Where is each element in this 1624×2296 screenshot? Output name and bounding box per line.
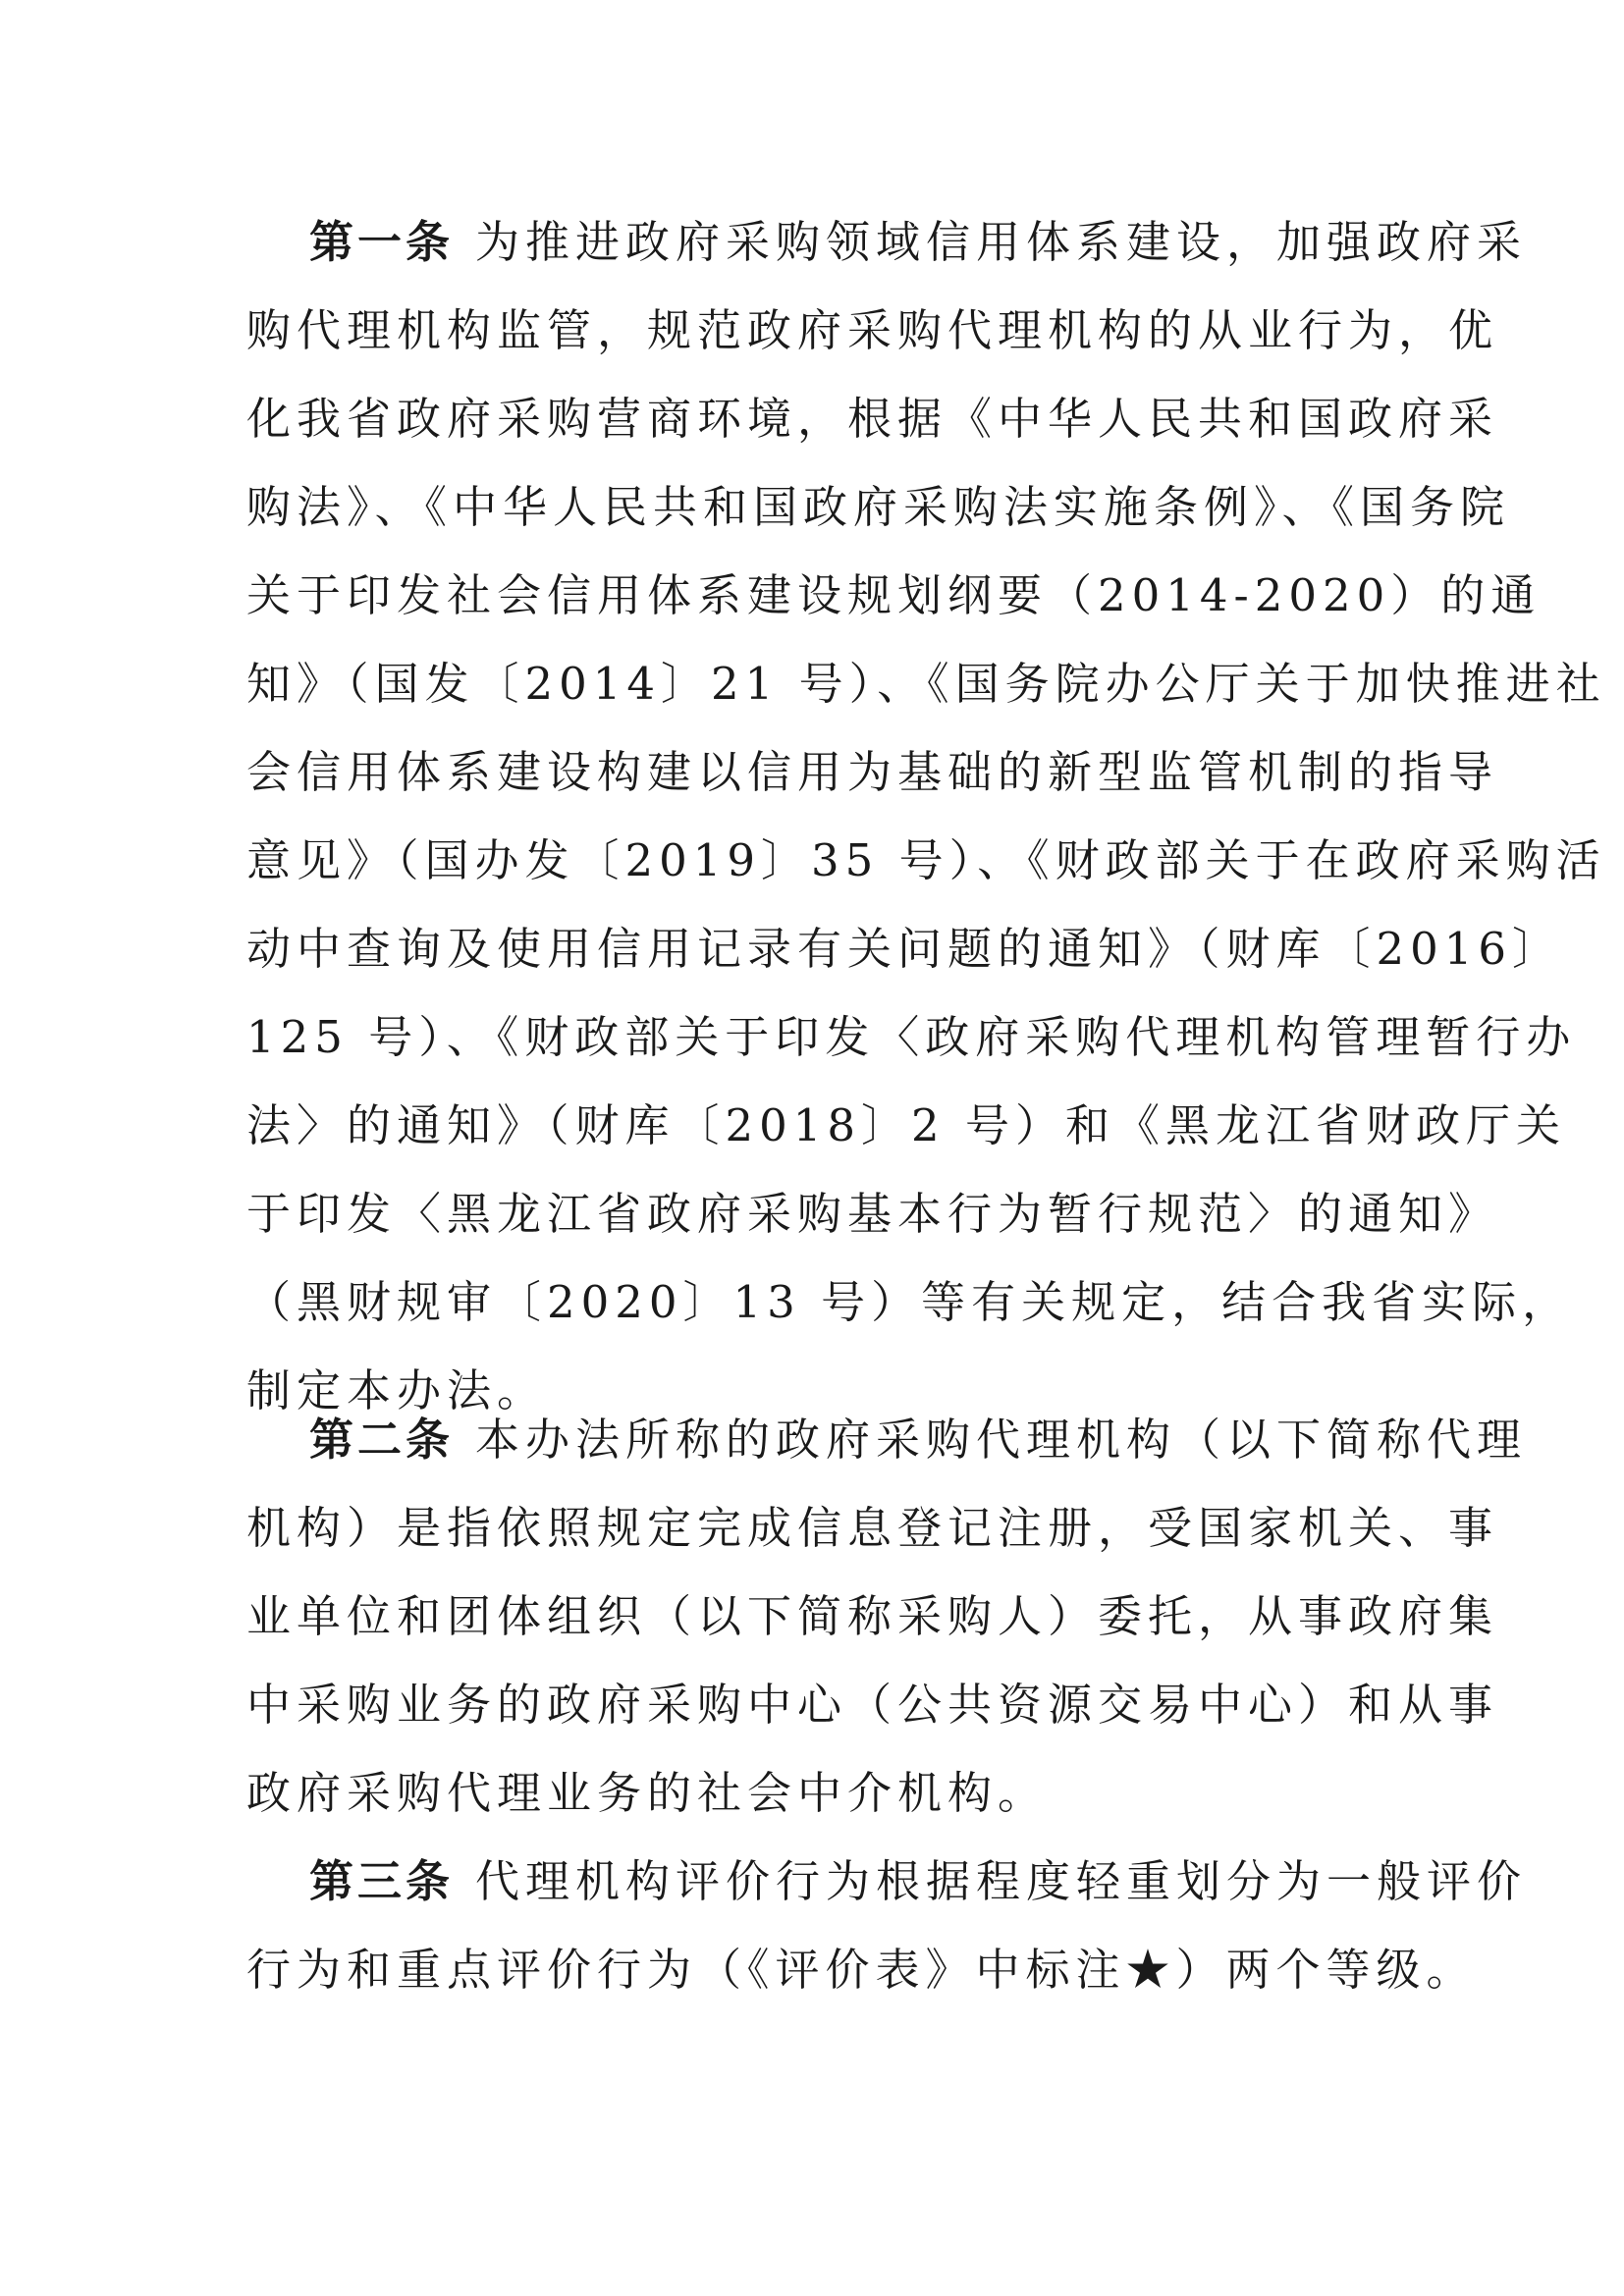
article-1-line-3: 化我省政府采购营商环境，根据《中华人民共和国政府采 (246, 393, 1499, 445)
article-1-line-13: （黑财规审〔2020〕13 号）等有关规定，结合我省实际， (246, 1276, 1573, 1328)
article-2-line-1 (246, 1396, 1528, 1484)
article-1-line-1 (246, 198, 1528, 287)
article-3-line-2: 行为和重点评价行为（《评价表》中标注★）两个等级。 (246, 1944, 1477, 1996)
article-3-line-1 (246, 1838, 1528, 1926)
article-3-text: 代理机构评价行为根据程度轻重划分为一般评价 (475, 1855, 1528, 1907)
article-1-line-7: 会信用体系建设构建以信用为基础的新型监管机制的指导 (246, 746, 1499, 798)
article-1-line-5: 关于印发社会信用体系建设规划纲要（2014-2020）的通 (246, 569, 1542, 621)
article-2-line-3: 业单位和团体组织（以下简称采购人）委托，从事政府集 (246, 1590, 1499, 1642)
article-1-line-12: 于印发〈黑龙江省政府采购基本行为暂行规范〉的通知》 (246, 1188, 1499, 1240)
article-1-line-11: 法〉的通知》（财库〔2018〕2 号）和《黑龙江省财政厅关 (246, 1099, 1566, 1151)
article-1-text: 为推进政府采购领域信用体系建设，加强政府采 (475, 216, 1528, 268)
article-2-text: 本办法所称的政府采购代理机构（以下简称代理 (475, 1414, 1528, 1466)
article-1-line-2: 购代理机构监管，规范政府采购代理机构的从业行为，优 (246, 304, 1499, 356)
article-1 (246, 198, 1606, 1435)
article-1-line-9: 动中查询及使用信用记录有关问题的通知》（财库〔2016〕 (246, 923, 1563, 975)
article-2-line-4: 中采购业务的政府采购中心（公共资源交易中心）和从事 (246, 1679, 1499, 1731)
article-1-line-14: 制定本办法。 (246, 1364, 548, 1416)
article-1-heading: 第一条 (309, 216, 455, 268)
article-3 (246, 1838, 1528, 2014)
article-1-line-8: 意见》（国办发〔2019〕35 号）、《财政部关于在政府采购活 (246, 834, 1606, 886)
article-1-line-6: 知》（国发〔2014〕21 号）、《国务院办公厅关于加快推进社 (246, 658, 1606, 710)
article-2 (246, 1396, 1528, 1838)
article-1-line-10: 125 号）、《财政部关于印发〈政府采购代理机构管理暂行办 (246, 1011, 1577, 1063)
article-2-heading: 第二条 (309, 1414, 455, 1466)
article-2-line-2: 机构）是指依照规定完成信息登记注册，受国家机关、事 (246, 1502, 1499, 1554)
article-3-heading: 第三条 (309, 1855, 455, 1907)
article-1-line-4: 购法》、《中华人民共和国政府采购法实施条例》、《国务院 (246, 481, 1511, 533)
article-2-line-5: 政府采购代理业务的社会中介机构。 (246, 1767, 1049, 1819)
